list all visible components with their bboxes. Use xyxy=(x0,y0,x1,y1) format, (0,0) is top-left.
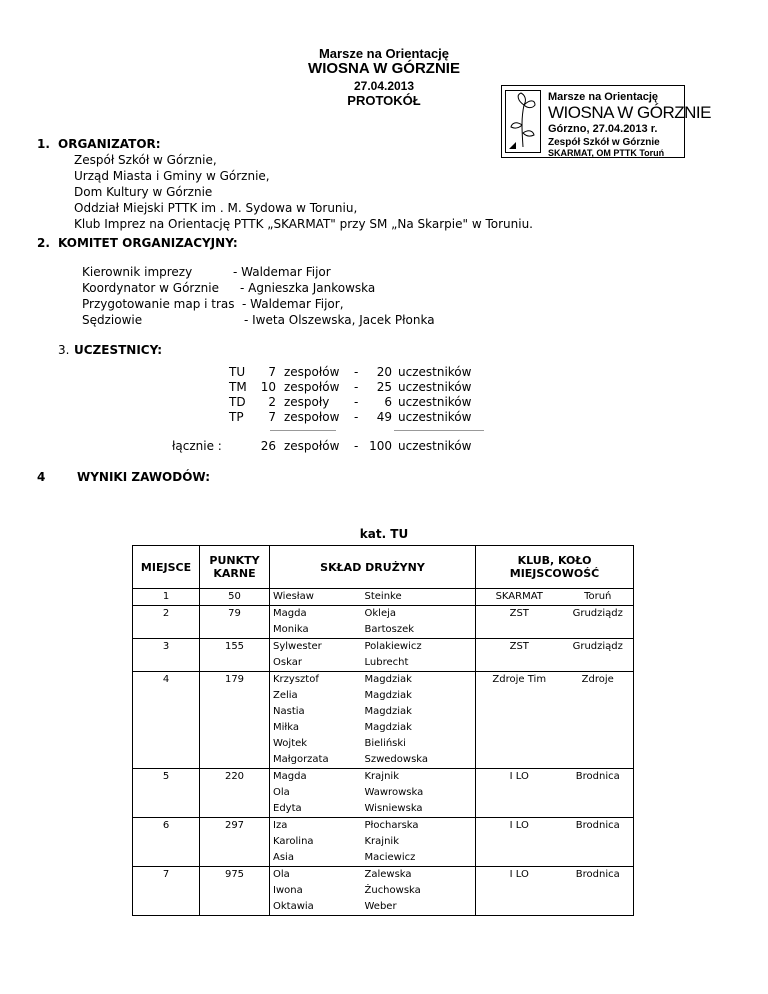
participant-teams-word: zespołów xyxy=(284,365,340,379)
table-row xyxy=(133,639,634,656)
table-row xyxy=(133,818,634,835)
section-4-number: 4 xyxy=(37,470,46,484)
cell-first-name: Ola xyxy=(270,785,362,801)
cell-points: 179 xyxy=(200,672,270,689)
cell-last-name: Polakiewicz xyxy=(362,639,476,656)
flower-logo-icon xyxy=(505,90,541,153)
total-label: łącznie : xyxy=(172,439,222,453)
cell-first-name: Ola xyxy=(270,867,362,884)
results-table xyxy=(132,545,634,916)
cell-town: Brodnica xyxy=(563,769,634,786)
total-teams-word: zespołów xyxy=(284,439,340,453)
cell-first-name: Miłka xyxy=(270,720,362,736)
cell-town xyxy=(563,655,634,672)
cell-last-name: Steinke xyxy=(362,589,476,606)
table-row xyxy=(133,622,634,639)
stamp-line-4: Zespół Szkół w Górznie xyxy=(548,137,660,148)
cell-club: Zdroje Tim xyxy=(476,672,563,689)
cell-last-name: Bieliński xyxy=(364,738,406,749)
cell-town xyxy=(563,801,634,818)
total-teams: 26 xyxy=(260,439,276,453)
stamp-line-1: Marsze na Orientację xyxy=(548,91,659,103)
table-row xyxy=(133,589,634,606)
cell-last-name: Bartoszek xyxy=(364,624,415,635)
table-row xyxy=(133,752,634,769)
cell-last-name: Wawrowska xyxy=(364,787,424,798)
cell-town: Brodnica xyxy=(563,867,634,884)
cell-club xyxy=(476,883,563,899)
participant-category: TM xyxy=(229,380,247,394)
cell-club xyxy=(476,688,563,704)
cell-town: Toruń xyxy=(563,589,634,606)
cell-points: 79 xyxy=(200,606,270,623)
cell-last-name: Krajnik xyxy=(362,769,476,786)
cell-first-name: Sylwester xyxy=(270,639,362,656)
committee-role: Koordynator w Górznie xyxy=(82,281,219,295)
cell-club: ZST xyxy=(476,639,563,656)
total-dash: - xyxy=(354,439,359,453)
cell-place: 4 xyxy=(133,672,200,689)
participant-category: TD xyxy=(229,395,246,409)
doc-title: WIOSNA W GÓRZNIE xyxy=(308,60,460,77)
cell-town xyxy=(563,704,634,720)
participant-category: TP xyxy=(229,410,244,424)
participant-people: 49 xyxy=(376,410,392,424)
cell-last-name: Zalewska xyxy=(362,867,476,884)
cell-last-name: Weber xyxy=(362,899,476,916)
committee-role: Sędziowie xyxy=(82,313,143,327)
section-4-heading: WYNIKI ZAWODÓW: xyxy=(77,470,211,484)
participant-teams: 7 xyxy=(268,410,276,424)
cell-points: 975 xyxy=(200,867,270,884)
cell-points xyxy=(200,899,270,916)
cell-place: 1 xyxy=(133,589,200,606)
participant-people-word: uczestników xyxy=(398,365,472,379)
cell-last-name: Magdziak xyxy=(362,672,476,689)
cell-club xyxy=(476,720,563,736)
cell-town xyxy=(563,720,634,736)
cell-club xyxy=(476,622,563,639)
table-row xyxy=(133,688,634,704)
cell-place: 5 xyxy=(133,769,200,786)
cell-points xyxy=(200,883,270,899)
cell-place xyxy=(133,704,200,720)
cell-first-name: Monika xyxy=(270,622,362,639)
section-3-heading: UCZESTNICY: xyxy=(74,343,163,357)
cell-town xyxy=(563,736,634,752)
cell-town xyxy=(563,622,634,639)
table-row xyxy=(133,867,634,884)
cell-place xyxy=(133,899,200,916)
cell-place: 3 xyxy=(133,639,200,656)
cell-club xyxy=(476,752,563,769)
participant-teams: 10 xyxy=(260,380,276,394)
participant-category: TU xyxy=(229,365,246,379)
cell-town: Brodnica xyxy=(563,818,634,835)
participant-teams: 7 xyxy=(268,365,276,379)
cell-club xyxy=(476,785,563,801)
cell-last-name: Płocharska xyxy=(362,818,476,835)
cell-first-name: Karolina xyxy=(270,834,362,850)
cell-first-name: Nastia xyxy=(270,704,362,720)
cell-points xyxy=(200,704,270,720)
cell-club: I LO xyxy=(476,867,563,884)
participant-dash: - xyxy=(354,380,359,394)
cell-last-name: Okleja xyxy=(362,606,476,623)
cell-points xyxy=(200,752,270,769)
cell-points: 220 xyxy=(200,769,270,786)
cell-last-name: Wisniewska xyxy=(364,803,423,814)
participant-dash: - xyxy=(354,410,359,424)
sum-line xyxy=(270,430,336,431)
cell-first-name: Edyta xyxy=(270,801,362,818)
participant-people: 25 xyxy=(376,380,392,394)
cell-place xyxy=(133,736,200,752)
table-row xyxy=(133,655,634,672)
cell-town xyxy=(563,883,634,899)
sum-line xyxy=(394,430,484,431)
committee-role: Przygotowanie map i tras xyxy=(82,297,235,311)
cell-place xyxy=(133,688,200,704)
cell-town xyxy=(563,834,634,850)
col-header-club: KLUB, KOŁO MIEJSCOWOŚĆ xyxy=(476,546,634,589)
cell-first-name: Iza xyxy=(270,818,362,835)
event-stamp xyxy=(501,85,711,158)
cell-club xyxy=(476,801,563,818)
cell-place xyxy=(133,752,200,769)
cell-points xyxy=(200,785,270,801)
cell-town xyxy=(563,850,634,867)
cell-place xyxy=(133,883,200,899)
cell-first-name: Oktawia xyxy=(270,899,362,916)
cell-last-name: Żuchowska xyxy=(364,885,421,896)
table-row xyxy=(133,704,634,720)
cell-club: SKARMAT xyxy=(476,589,563,606)
cell-first-name: Wiesław xyxy=(270,589,362,606)
participant-people-word: uczestników xyxy=(398,410,472,424)
cell-first-name: Małgorzata xyxy=(270,752,362,769)
cell-last-name: Magdziak xyxy=(364,722,412,733)
cell-points xyxy=(200,834,270,850)
table-row xyxy=(133,883,634,899)
cell-town: Grudziądz xyxy=(563,606,634,623)
cell-first-name: Iwona xyxy=(270,883,362,899)
cell-last-name: Szwedowska xyxy=(364,754,429,765)
doc-date: 27.04.2013 xyxy=(353,79,415,93)
organizer-line: Urząd Miasta i Gminy w Górznie, xyxy=(74,169,270,183)
cell-town: Grudziądz xyxy=(563,639,634,656)
participant-people-word: uczestników xyxy=(398,395,472,409)
table-row xyxy=(133,769,634,786)
table-row xyxy=(133,834,634,850)
cell-points: 297 xyxy=(200,818,270,835)
cell-points: 50 xyxy=(200,589,270,606)
col-header-place: MIEJSCE xyxy=(133,546,200,589)
col-header-points: PUNKTY KARNE xyxy=(200,546,270,589)
stamp-line-2: WIOSNA W GÓRZNIE xyxy=(548,103,711,122)
cell-first-name: Magda xyxy=(270,606,362,623)
participant-dash: - xyxy=(354,395,359,409)
cell-town xyxy=(563,688,634,704)
cell-place: 6 xyxy=(133,818,200,835)
cell-first-name: Magda xyxy=(270,769,362,786)
total-people: 100 xyxy=(369,439,392,453)
cell-points xyxy=(200,720,270,736)
section-2-heading: KOMITET ORGANIZACYJNY: xyxy=(58,236,238,250)
doc-subtitle: Marsze na Orientację xyxy=(318,46,450,61)
cell-points xyxy=(200,801,270,818)
cell-place xyxy=(133,720,200,736)
table-row xyxy=(133,720,634,736)
category-label: kat. TU xyxy=(359,527,409,541)
cell-last-name: Magdziak xyxy=(364,706,412,717)
cell-last-name: Maciewicz xyxy=(364,852,416,863)
cell-points xyxy=(200,736,270,752)
cell-first-name: Zelia xyxy=(270,688,362,704)
participant-people: 6 xyxy=(384,395,392,409)
cell-club: I LO xyxy=(476,769,563,786)
stamp-line-3: Górzno, 27.04.2013 r. xyxy=(548,123,658,135)
cell-town xyxy=(563,752,634,769)
stamp-line-5: SKARMAT, OM PTTK Toruń xyxy=(548,148,665,158)
table-row xyxy=(133,606,634,623)
cell-club xyxy=(476,834,563,850)
section-2-number: 2. xyxy=(37,236,50,250)
col-header-team: SKŁAD DRUŻYNY xyxy=(270,546,476,589)
cell-points xyxy=(200,622,270,639)
participant-teams-word: zespołow xyxy=(284,410,340,424)
cell-first-name: Oskar xyxy=(270,655,362,672)
cell-first-name: Wojtek xyxy=(270,736,362,752)
organizer-line: Klub Imprez na Orientację PTTK „SKARMAT" przy SM „Na Skarpie" w Toruniu. xyxy=(74,217,533,231)
cell-place: 2 xyxy=(133,606,200,623)
table-row xyxy=(133,785,634,801)
committee-person: - Waldemar Fijor xyxy=(233,265,331,279)
total-people-word: uczestników xyxy=(398,439,472,453)
cell-club xyxy=(476,850,563,867)
participant-teams-word: zespołów xyxy=(284,380,340,394)
cell-town xyxy=(563,785,634,801)
cell-club xyxy=(476,704,563,720)
cell-points xyxy=(200,850,270,867)
section-1-heading: ORGANIZATOR: xyxy=(58,137,161,151)
participant-teams-word: zespoły xyxy=(284,395,330,409)
doc-heading: PROTOKÓŁ xyxy=(347,93,421,108)
participant-teams: 2 xyxy=(268,395,276,409)
cell-last-name: Lubrecht xyxy=(364,657,409,668)
committee-person: - Iweta Olszewska, Jacek Płonka xyxy=(244,313,435,327)
organizer-line: Oddział Miejski PTTK im . M. Sydowa w Toruniu, xyxy=(74,201,358,215)
table-row xyxy=(133,850,634,867)
section-1-number: 1. xyxy=(37,137,50,151)
cell-last-name: Magdziak xyxy=(364,690,412,701)
participant-people-word: uczestników xyxy=(398,380,472,394)
organizer-line: Dom Kultury w Górznie xyxy=(74,185,213,199)
table-row xyxy=(133,736,634,752)
organizer-line: Zespół Szkół w Górznie, xyxy=(74,153,217,167)
cell-first-name: Krzysztof xyxy=(270,672,362,689)
committee-role: Kierownik imprezy xyxy=(82,265,193,279)
table-row xyxy=(133,801,634,818)
triangle-icon xyxy=(509,142,516,149)
cell-points: 155 xyxy=(200,639,270,656)
cell-place xyxy=(133,785,200,801)
cell-place: 7 xyxy=(133,867,200,884)
cell-place xyxy=(133,655,200,672)
participant-people: 20 xyxy=(376,365,392,379)
cell-first-name: Asia xyxy=(270,850,362,867)
cell-last-name: Krajnik xyxy=(364,836,399,847)
committee-person: - Agnieszka Jankowska xyxy=(240,281,376,295)
cell-place xyxy=(133,850,200,867)
cell-place xyxy=(133,801,200,818)
cell-club: ZST xyxy=(476,606,563,623)
cell-club xyxy=(476,736,563,752)
cell-club xyxy=(476,899,563,916)
table-row xyxy=(133,672,634,689)
cell-town xyxy=(563,899,634,916)
table-row xyxy=(133,899,634,916)
participant-dash: - xyxy=(354,365,359,379)
cell-place xyxy=(133,622,200,639)
cell-club: I LO xyxy=(476,818,563,835)
cell-town: Zdroje xyxy=(563,672,634,689)
cell-place xyxy=(133,834,200,850)
section-3-number: 3. xyxy=(58,343,70,357)
cell-points xyxy=(200,688,270,704)
cell-club xyxy=(476,655,563,672)
cell-points xyxy=(200,655,270,672)
committee-person: - Waldemar Fijor, xyxy=(242,297,344,311)
